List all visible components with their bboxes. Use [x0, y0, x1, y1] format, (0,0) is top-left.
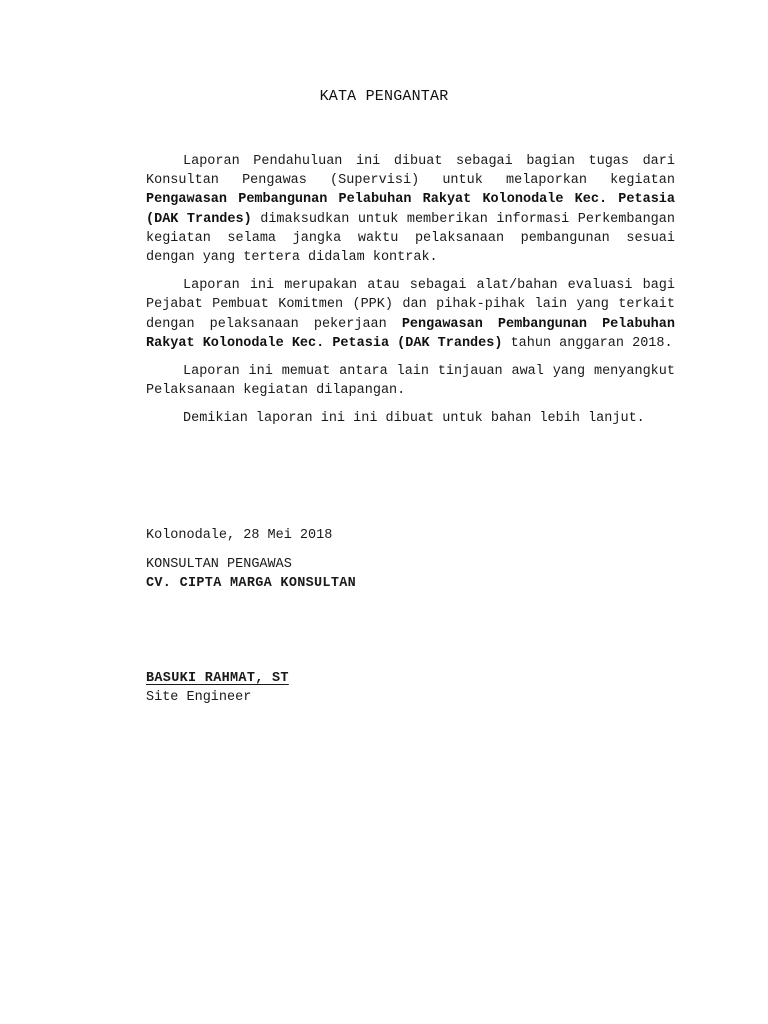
- firm-role: KONSULTAN PENGAWAS: [146, 557, 292, 572]
- signer-name: BASUKI RAHMAT, ST: [146, 671, 289, 686]
- paragraph-3: [146, 362, 675, 400]
- paragraph-2-project-name: Pengawasan Pembangunan Pelabuhan Rakyat Kolonodale Kec. Petasia (DAK Trandes): [146, 316, 675, 351]
- place-date: Kolonodale, 28 Mei 2018: [146, 528, 333, 543]
- paragraph-2: [146, 276, 675, 353]
- paragraph-4: [146, 409, 675, 428]
- paragraph-2-run-1: Laporan ini merupakan atau sebagai alat/bahan evaluasi bagi Pejabat Pembuat Komitmen (PPK) dan pihak-pihak lain yang terkait dengan pelaksanaan pekerjaan: [146, 278, 675, 332]
- firm-name: CV. CIPTA MARGA KONSULTAN: [146, 576, 357, 591]
- page-title: KATA PENGANTAR: [319, 88, 449, 105]
- paragraph-2-run-3: tahun anggaran 2018.: [502, 335, 673, 351]
- paragraph-1-run-3: dimaksudkan untuk memberikan informasi Perkembangan kegiatan selama jangka waktu pelaksanaan pembangunan sesuai dengan yang tertera didalam kontrak.: [146, 211, 675, 266]
- paragraph-4-run-1: Demikian laporan ini ini dibuat untuk bahan lebih lanjut.: [183, 411, 645, 427]
- paragraph-1-run-1: Laporan Pendahuluan ini dibuat sebagai bagian tugas dari Konsultan Pengawas (Supervisi) untuk melaporkan kegiatan: [146, 154, 675, 189]
- paragraph-3-run-1: Laporan ini memuat antara lain tinjauan awal yang menyangkut Pelaksanaan kegiatan dilapangan.: [146, 364, 675, 399]
- body-text: [146, 152, 675, 438]
- paragraph-1-project-name: Pengawasan Pembangunan Pelabuhan Rakyat Kolonodale Kec. Petasia (DAK Trandes): [146, 192, 675, 227]
- signer-position: Site Engineer: [146, 690, 252, 705]
- closing-block: [146, 526, 356, 593]
- paragraph-1: [146, 152, 675, 267]
- signature-block: [146, 669, 289, 707]
